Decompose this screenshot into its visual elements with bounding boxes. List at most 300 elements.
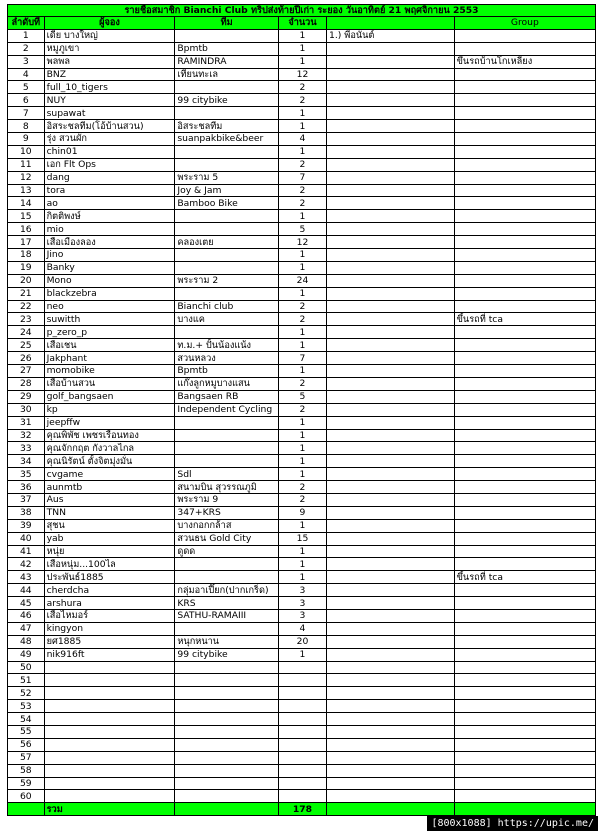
cell-group <box>454 377 595 390</box>
table-row <box>8 725 596 738</box>
cell-qty: 12 <box>278 236 326 249</box>
cell-name: หมูภูเขา <box>44 42 175 55</box>
cell-no: 59 <box>8 777 45 790</box>
cell-group: ขึ้นรถบ้านโกเหลียง <box>454 55 595 68</box>
header-note <box>327 17 455 30</box>
cell-name: neo <box>44 300 175 313</box>
table-row <box>8 94 596 107</box>
cell-group <box>454 94 595 107</box>
cell-name: dang <box>44 171 175 184</box>
cell-group <box>454 506 595 519</box>
cell-note <box>327 390 455 403</box>
table-row <box>8 597 596 610</box>
cell-no: 39 <box>8 519 45 532</box>
cell-no: 2 <box>8 42 45 55</box>
table-row <box>8 184 596 197</box>
cell-group <box>454 68 595 81</box>
header-name: ผู้จอง <box>44 17 175 30</box>
cell-name: รุ่ง สวนผัก <box>44 133 175 146</box>
table-row <box>8 738 596 751</box>
cell-qty: 3 <box>278 609 326 622</box>
cell-group <box>454 468 595 481</box>
member-table <box>7 4 596 816</box>
cell-group <box>454 442 595 455</box>
cell-qty: 20 <box>278 635 326 648</box>
cell-note <box>327 648 455 661</box>
cell-team <box>175 223 279 236</box>
cell-no: 45 <box>8 597 45 610</box>
cell-group <box>454 120 595 133</box>
cell-note <box>327 635 455 648</box>
cell-name <box>44 661 175 674</box>
cell-note <box>327 300 455 313</box>
table-row <box>8 339 596 352</box>
cell-team <box>175 764 279 777</box>
cell-team <box>175 751 279 764</box>
cell-team: สวนธน Gold City <box>175 532 279 545</box>
cell-qty: 1 <box>278 429 326 442</box>
table-row <box>8 390 596 403</box>
cell-no: 20 <box>8 274 45 287</box>
table-row <box>8 777 596 790</box>
cell-name: TNN <box>44 506 175 519</box>
cell-team: RAMINDRA <box>175 55 279 68</box>
cell-note <box>327 751 455 764</box>
cell-team <box>175 261 279 274</box>
cell-note <box>327 403 455 416</box>
cell-group <box>454 597 595 610</box>
cell-no: 4 <box>8 68 45 81</box>
cell-no: 19 <box>8 261 45 274</box>
cell-name: kp <box>44 403 175 416</box>
cell-group <box>454 609 595 622</box>
cell-name: เดีย บางใหญ่ <box>44 29 175 42</box>
cell-qty: 1 <box>278 648 326 661</box>
cell-team: 347+KRS <box>175 506 279 519</box>
cell-name <box>44 764 175 777</box>
cell-name: blackzebra <box>44 287 175 300</box>
cell-note <box>327 94 455 107</box>
cell-name: BNZ <box>44 68 175 81</box>
cell-team: Bamboo Bike <box>175 197 279 210</box>
cell-name: kingyon <box>44 622 175 635</box>
cell-qty: 1 <box>278 55 326 68</box>
cell-qty: 2 <box>278 158 326 171</box>
cell-name: เสือหนุ่ม...100ไล <box>44 558 175 571</box>
cell-name: คุณจักกฤต กังวาลไกล <box>44 442 175 455</box>
cell-name: Banky <box>44 261 175 274</box>
cell-qty: 9 <box>278 506 326 519</box>
cell-team <box>175 455 279 468</box>
cell-note <box>327 738 455 751</box>
cell-no: 29 <box>8 390 45 403</box>
cell-group <box>454 545 595 558</box>
cell-no: 3 <box>8 55 45 68</box>
cell-name: chin01 <box>44 145 175 158</box>
cell-name: cvgame <box>44 468 175 481</box>
cell-team <box>175 81 279 94</box>
cell-note <box>327 558 455 571</box>
cell-name: เอก Flt Ops <box>44 158 175 171</box>
total-label: รวม <box>44 803 175 816</box>
cell-note <box>327 81 455 94</box>
cell-team: พระราม 2 <box>175 274 279 287</box>
cell-note <box>327 377 455 390</box>
header-group: Group <box>454 17 595 30</box>
cell-qty: 1 <box>278 339 326 352</box>
cell-team <box>175 622 279 635</box>
cell-no: 52 <box>8 687 45 700</box>
cell-qty: 7 <box>278 171 326 184</box>
table-row <box>8 635 596 648</box>
cell-group <box>454 287 595 300</box>
cell-note <box>327 481 455 494</box>
cell-no: 56 <box>8 738 45 751</box>
cell-note <box>327 313 455 326</box>
cell-no: 6 <box>8 94 45 107</box>
cell-team <box>175 145 279 158</box>
cell-group: ขึ้นรถที่ tca <box>454 313 595 326</box>
cell-team: 99 citybike <box>175 648 279 661</box>
cell-qty: 24 <box>278 274 326 287</box>
table-row <box>8 287 596 300</box>
total-row <box>8 803 596 816</box>
cell-team <box>175 687 279 700</box>
cell-name: พลพล <box>44 55 175 68</box>
cell-no: 40 <box>8 532 45 545</box>
table-row <box>8 300 596 313</box>
cell-no: 48 <box>8 635 45 648</box>
cell-note <box>327 42 455 55</box>
cell-qty: 2 <box>278 377 326 390</box>
cell-group <box>454 158 595 171</box>
header-no: ลำดับที่ <box>8 17 45 30</box>
cell-name: เสือไหมอร์ <box>44 609 175 622</box>
cell-qty <box>278 674 326 687</box>
table-row <box>8 249 596 262</box>
cell-group <box>454 777 595 790</box>
cell-no: 21 <box>8 287 45 300</box>
cell-note <box>327 571 455 584</box>
cell-note <box>327 725 455 738</box>
cell-no: 54 <box>8 713 45 726</box>
cell-team <box>175 790 279 803</box>
cell-qty: 1 <box>278 365 326 378</box>
cell-team: SATHU-RAMAIII <box>175 609 279 622</box>
cell-qty <box>278 713 326 726</box>
cell-group <box>454 184 595 197</box>
cell-no: 14 <box>8 197 45 210</box>
cell-name: อิสระชลทีม(โอ้บ้านสวน) <box>44 120 175 133</box>
table-row <box>8 171 596 184</box>
cell-no: 47 <box>8 622 45 635</box>
cell-note <box>327 171 455 184</box>
cell-group <box>454 700 595 713</box>
table-row <box>8 493 596 506</box>
cell-no: 17 <box>8 236 45 249</box>
cell-team: Joy & Jam <box>175 184 279 197</box>
cell-qty: 5 <box>278 223 326 236</box>
cell-note <box>327 584 455 597</box>
cell-note <box>327 55 455 68</box>
table-row <box>8 661 596 674</box>
cell-group <box>454 352 595 365</box>
cell-note <box>327 661 455 674</box>
table-row <box>8 687 596 700</box>
cell-note <box>327 455 455 468</box>
cell-no: 43 <box>8 571 45 584</box>
cell-group <box>454 223 595 236</box>
cell-team <box>175 442 279 455</box>
cell-no: 51 <box>8 674 45 687</box>
cell-team <box>175 249 279 262</box>
cell-team: พระราม 5 <box>175 171 279 184</box>
cell-no: 41 <box>8 545 45 558</box>
table-row <box>8 519 596 532</box>
cell-no: 53 <box>8 700 45 713</box>
cell-group <box>454 42 595 55</box>
cell-note <box>327 158 455 171</box>
cell-name <box>44 687 175 700</box>
cell-group <box>454 725 595 738</box>
cell-no: 5 <box>8 81 45 94</box>
cell-qty <box>278 700 326 713</box>
cell-note <box>327 622 455 635</box>
cell-name: arshura <box>44 597 175 610</box>
cell-group <box>454 326 595 339</box>
table-row <box>8 352 596 365</box>
table-row <box>8 622 596 635</box>
table-row <box>8 326 596 339</box>
cell-no: 60 <box>8 790 45 803</box>
cell-name <box>44 738 175 751</box>
table-row <box>8 210 596 223</box>
cell-note <box>327 442 455 455</box>
table-row <box>8 158 596 171</box>
cell-name <box>44 790 175 803</box>
table-row <box>8 764 596 777</box>
cell-group <box>454 687 595 700</box>
cell-team: อิสระชลทีม <box>175 120 279 133</box>
table-row <box>8 403 596 416</box>
cell-no: 44 <box>8 584 45 597</box>
cell-qty: 7 <box>278 352 326 365</box>
cell-name <box>44 725 175 738</box>
cell-team: Independent Cycling <box>175 403 279 416</box>
cell-team: กลุ่มอาเปี๊ยก(ปากเกร็ด) <box>175 584 279 597</box>
cell-name: Jino <box>44 249 175 262</box>
cell-note <box>327 145 455 158</box>
cell-no: 23 <box>8 313 45 326</box>
cell-note <box>327 429 455 442</box>
cell-qty: 1 <box>278 519 326 532</box>
cell-note <box>327 287 455 300</box>
cell-team <box>175 210 279 223</box>
cell-team <box>175 738 279 751</box>
cell-qty: 2 <box>278 184 326 197</box>
cell-note <box>327 700 455 713</box>
cell-qty: 2 <box>278 493 326 506</box>
cell-team: Bpmtb <box>175 42 279 55</box>
cell-note <box>327 713 455 726</box>
cell-team: Bianchi club <box>175 300 279 313</box>
table-row <box>8 365 596 378</box>
cell-note <box>327 274 455 287</box>
cell-team <box>175 725 279 738</box>
cell-name: mio <box>44 223 175 236</box>
cell-group <box>454 261 595 274</box>
cell-note <box>327 609 455 622</box>
cell-name <box>44 700 175 713</box>
cell-no: 50 <box>8 661 45 674</box>
cell-qty: 5 <box>278 390 326 403</box>
cell-note <box>327 326 455 339</box>
cell-team <box>175 713 279 726</box>
table-row <box>8 713 596 726</box>
cell-note <box>327 184 455 197</box>
cell-name: เสือเชน <box>44 339 175 352</box>
cell-no: 26 <box>8 352 45 365</box>
table-row <box>8 442 596 455</box>
cell-group <box>454 29 595 42</box>
cell-name: p_zero_p <box>44 326 175 339</box>
cell-team: Sdl <box>175 468 279 481</box>
cell-group <box>454 519 595 532</box>
table-row <box>8 274 596 287</box>
cell-qty: 15 <box>278 532 326 545</box>
cell-name <box>44 713 175 726</box>
cell-qty: 2 <box>278 313 326 326</box>
cell-qty <box>278 661 326 674</box>
table-row <box>8 751 596 764</box>
cell-no: 10 <box>8 145 45 158</box>
cell-team: เทียนทะเล <box>175 68 279 81</box>
cell-qty: 4 <box>278 133 326 146</box>
table-row <box>8 506 596 519</box>
header-qty: จำนวน <box>278 17 326 30</box>
cell-no: 34 <box>8 455 45 468</box>
cell-team: พระราม 9 <box>175 493 279 506</box>
cell-no: 11 <box>8 158 45 171</box>
cell-team <box>175 674 279 687</box>
cell-team <box>175 558 279 571</box>
table-row <box>8 42 596 55</box>
cell-note <box>327 687 455 700</box>
table-row <box>8 261 596 274</box>
cell-group <box>454 635 595 648</box>
cell-name: suwitth <box>44 313 175 326</box>
cell-no: 30 <box>8 403 45 416</box>
cell-note <box>327 545 455 558</box>
cell-note <box>327 777 455 790</box>
cell-group <box>454 764 595 777</box>
cell-team <box>175 777 279 790</box>
cell-note <box>327 790 455 803</box>
cell-group <box>454 249 595 262</box>
cell-qty: 1 <box>278 29 326 42</box>
total-value: 178 <box>278 803 326 816</box>
cell-name: กิตติพงษ์ <box>44 210 175 223</box>
table-row <box>8 223 596 236</box>
cell-no: 32 <box>8 429 45 442</box>
cell-group <box>454 751 595 764</box>
cell-group: ขึ้นรถที่ tca <box>454 571 595 584</box>
cell-name <box>44 751 175 764</box>
cell-name <box>44 674 175 687</box>
cell-note <box>327 468 455 481</box>
table-row <box>8 609 596 622</box>
table-row <box>8 55 596 68</box>
cell-group <box>454 790 595 803</box>
cell-no: 37 <box>8 493 45 506</box>
cell-note <box>327 352 455 365</box>
cell-note <box>327 120 455 133</box>
cell-group <box>454 274 595 287</box>
cell-name <box>44 777 175 790</box>
cell-qty: 1 <box>278 558 326 571</box>
cell-qty: 1 <box>278 326 326 339</box>
cell-qty: 1 <box>278 249 326 262</box>
cell-note <box>327 764 455 777</box>
cell-team: ท.ม.+ ปั้นน้องแน้ง <box>175 339 279 352</box>
cell-name: tora <box>44 184 175 197</box>
cell-qty <box>278 790 326 803</box>
cell-name: Aus <box>44 493 175 506</box>
cell-team: Bangsaen RB <box>175 390 279 403</box>
cell-qty: 2 <box>278 81 326 94</box>
cell-team <box>175 571 279 584</box>
cell-note <box>327 236 455 249</box>
cell-group <box>454 661 595 674</box>
table-row <box>8 120 596 133</box>
cell-name: คุณนิรัตน์ ตั้งจิตมุ่งมั่น <box>44 455 175 468</box>
cell-qty: 1 <box>278 287 326 300</box>
table-row <box>8 29 596 42</box>
table-row <box>8 571 596 584</box>
cell-qty: 1 <box>278 545 326 558</box>
cell-note <box>327 339 455 352</box>
cell-no: 49 <box>8 648 45 661</box>
cell-note <box>327 223 455 236</box>
cell-qty: 1 <box>278 261 326 274</box>
cell-qty <box>278 738 326 751</box>
cell-no: 16 <box>8 223 45 236</box>
table-row <box>8 107 596 120</box>
table-row <box>8 68 596 81</box>
cell-no: 8 <box>8 120 45 133</box>
cell-qty: 1 <box>278 145 326 158</box>
cell-qty: 1 <box>278 455 326 468</box>
cell-group <box>454 674 595 687</box>
cell-name: ประพันธ์1885 <box>44 571 175 584</box>
cell-group <box>454 713 595 726</box>
cell-no: 9 <box>8 133 45 146</box>
cell-note <box>327 68 455 81</box>
cell-name: NUY <box>44 94 175 107</box>
cell-no: 22 <box>8 300 45 313</box>
cell-qty: 2 <box>278 481 326 494</box>
cell-name: คุณพิพัช เพชรเรือนทอง <box>44 429 175 442</box>
cell-group <box>454 236 595 249</box>
cell-group <box>454 133 595 146</box>
cell-qty: 1 <box>278 42 326 55</box>
cell-note <box>327 597 455 610</box>
cell-qty: 1 <box>278 442 326 455</box>
cell-group <box>454 648 595 661</box>
cell-no: 25 <box>8 339 45 352</box>
cell-group <box>454 738 595 751</box>
cell-no: 31 <box>8 416 45 429</box>
